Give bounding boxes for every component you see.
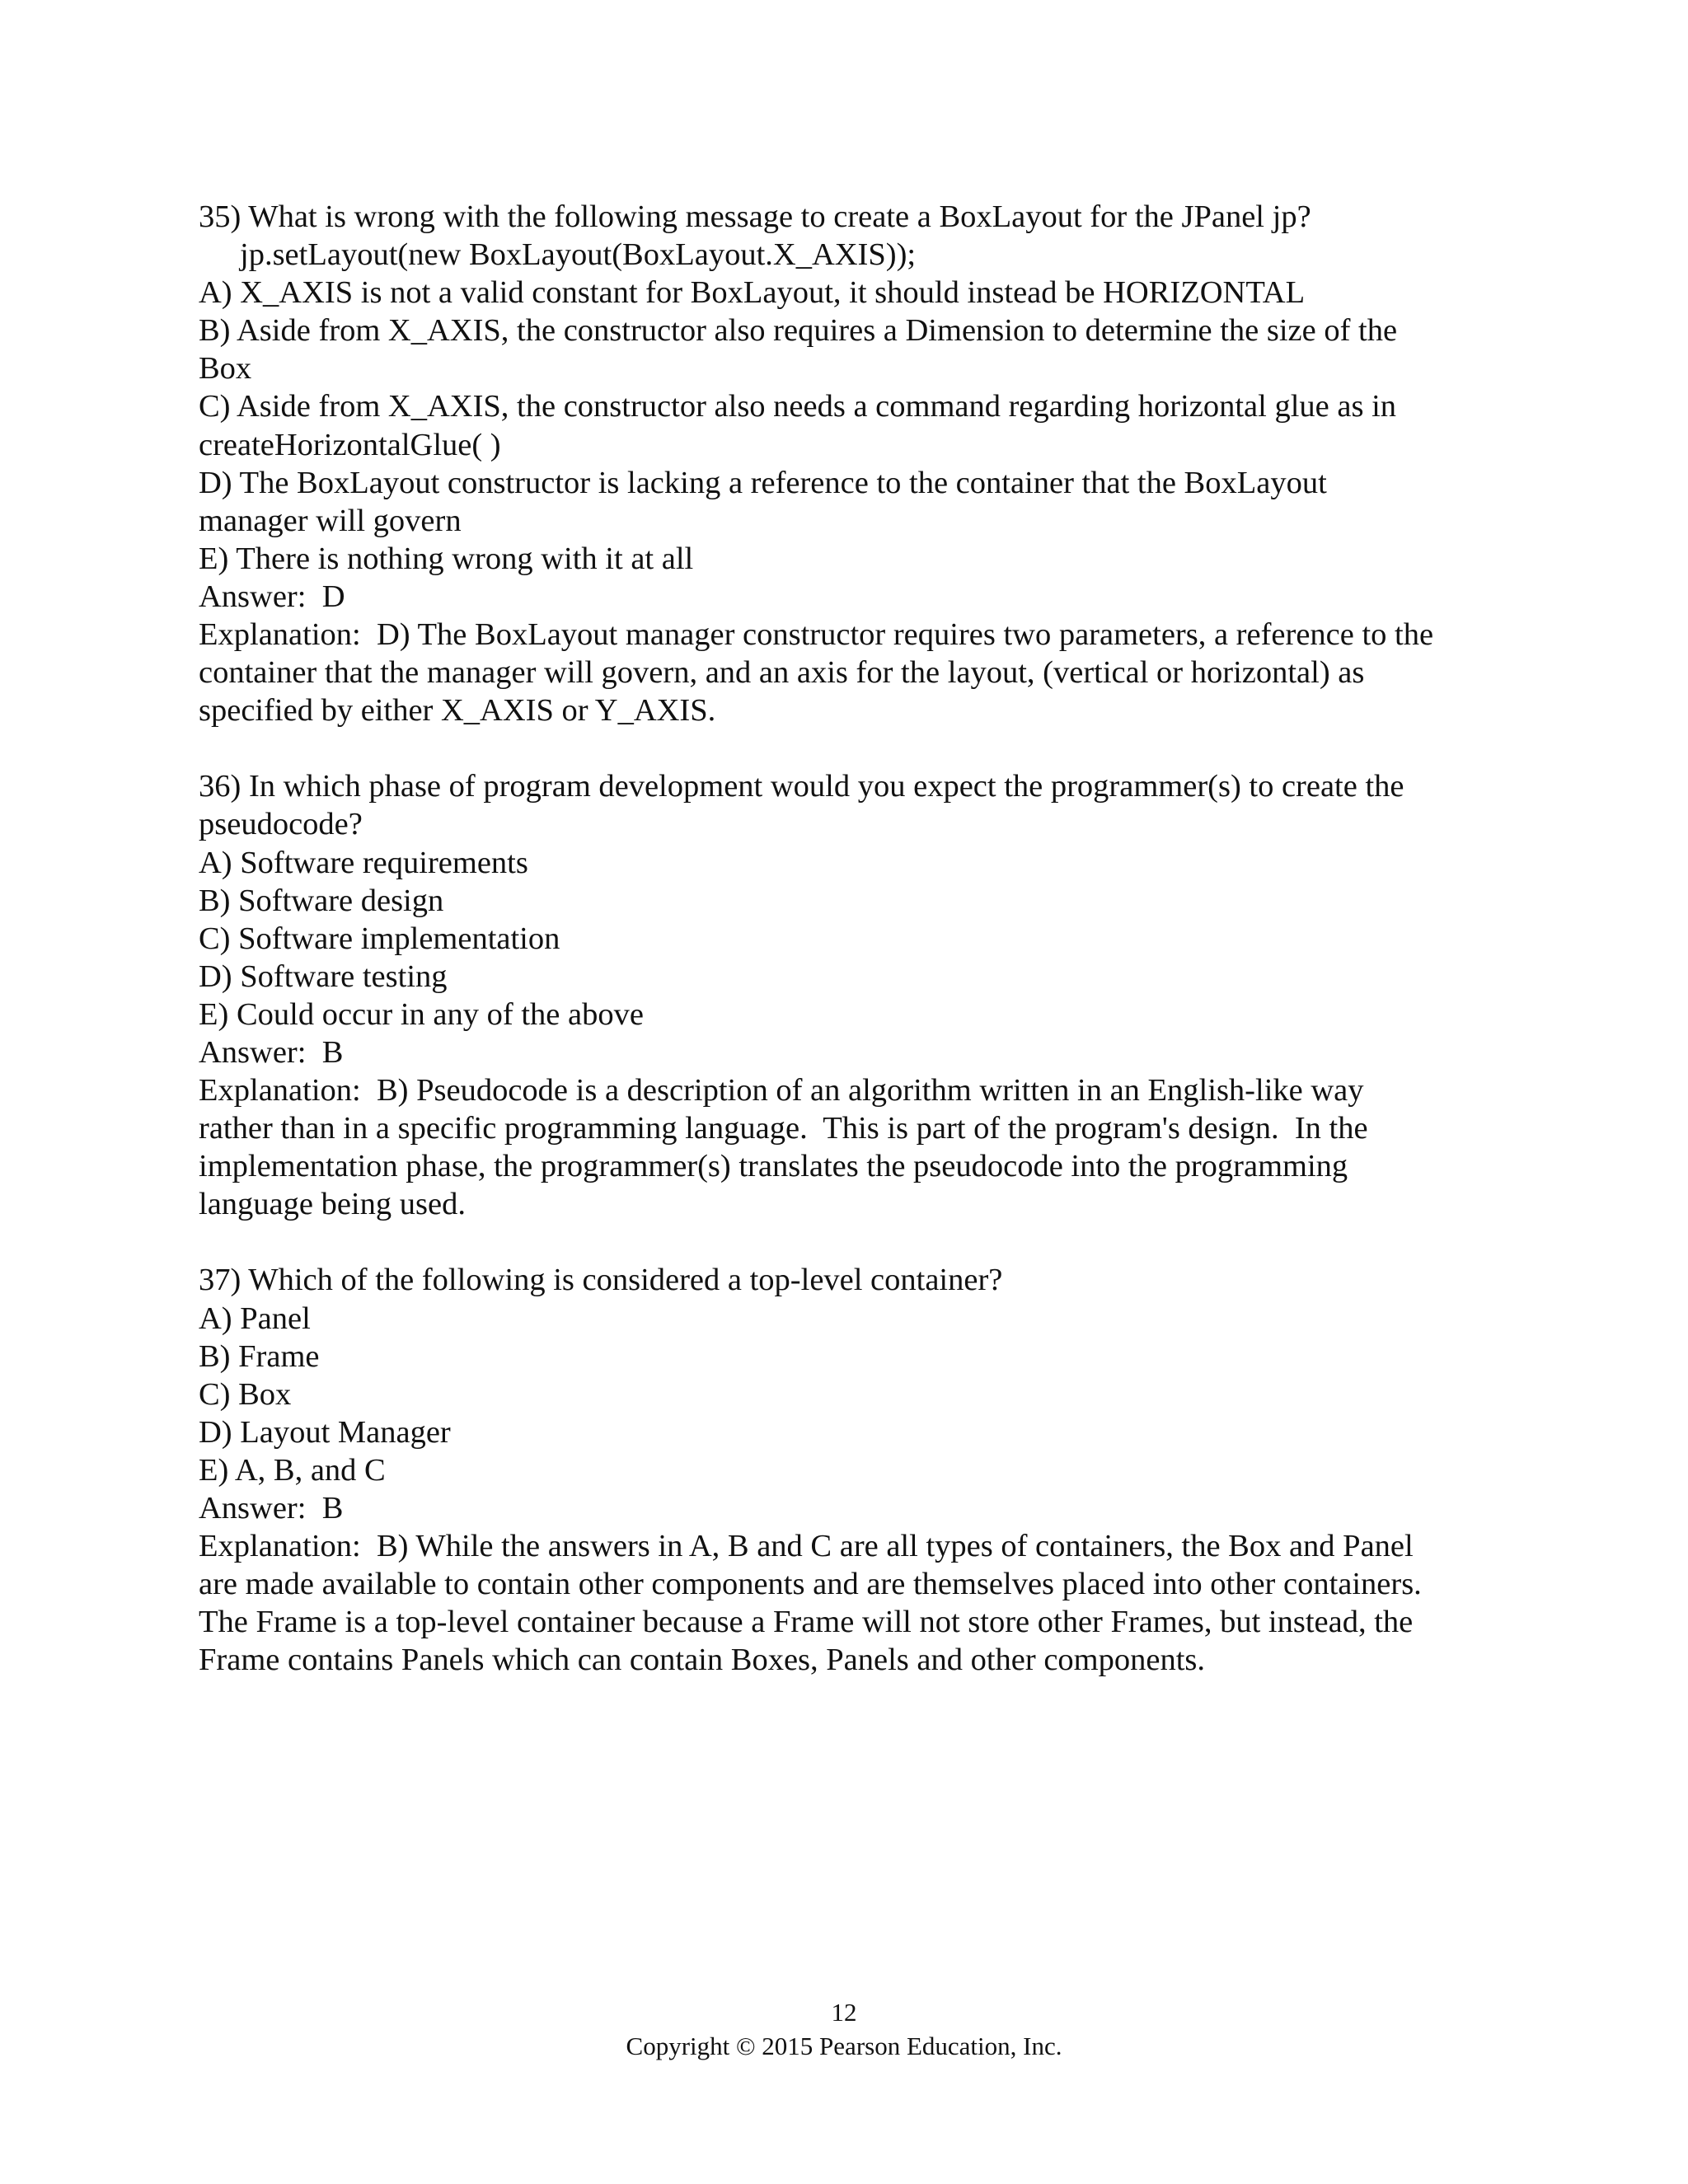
option-c-continued: createHorizontalGlue( ) — [199, 427, 501, 462]
question-stem-line: pseudocode? — [199, 807, 363, 842]
option-c: C) Software implementation — [199, 921, 560, 956]
page-number: 12 — [831, 1998, 857, 2027]
question-36 — [199, 767, 1501, 1223]
question-35 — [199, 198, 1501, 729]
copyright-notice: Copyright © 2015 Pearson Education, Inc. — [626, 2032, 1062, 2060]
option-e: E) Could occur in any of the above — [199, 996, 644, 1032]
question-list — [199, 198, 1501, 1679]
explanation-line: Frame contains Panels which can contain Boxes, Panels and other components. — [199, 1643, 1206, 1678]
explanation-line: container that the manager will govern, and an axis for the layout, (vertical or horizontal) as — [199, 655, 1365, 691]
answer-line: Answer: B — [199, 1491, 344, 1526]
option-e: E) There is nothing wrong with it at all — [199, 541, 694, 576]
explanation-line: rather than in a specific programming language. This is part of the program's design. In the — [199, 1111, 1368, 1146]
option-a: A) Panel — [199, 1301, 311, 1336]
option-d: D) Layout Manager — [199, 1414, 451, 1450]
question-37 — [199, 1261, 1501, 1679]
option-c: C) Box — [199, 1376, 292, 1412]
answer-line: Answer: B — [199, 1034, 344, 1070]
option-b: B) Aside from X_AXIS, the constructor also requires a Dimension to determine the size of the — [199, 313, 1398, 349]
question-stem-line: 35) What is wrong with the following message to create a BoxLayout for the JPanel jp? — [199, 199, 1311, 234]
explanation-line: implementation phase, the programmer(s) translates the pseudocode into the programming — [199, 1149, 1348, 1184]
explanation-line: language being used. — [199, 1187, 466, 1222]
question-stem-line: 36) In which phase of program development would you expect the programmer(s) to create the — [199, 769, 1404, 804]
option-c: C) Aside from X_AXIS, the constructor also needs a command regarding horizontal glue as in — [199, 389, 1397, 424]
option-d: D) The BoxLayout constructor is lacking a reference to the container that the BoxLayout — [199, 465, 1327, 500]
option-d-continued: manager will govern — [199, 503, 462, 538]
answer-line: Answer: D — [199, 579, 345, 614]
explanation-line: are made available to contain other components and are themselves placed into other containers. — [199, 1567, 1422, 1602]
code-snippet: jp.setLayout(new BoxLayout(BoxLayout.X_AXIS)); — [240, 237, 917, 273]
explanation-line: Explanation: B) Pseudocode is a description of an algorithm written in an English-like way — [199, 1073, 1364, 1108]
option-d: D) Software testing — [199, 958, 448, 994]
explanation-line: Explanation: B) While the answers in A, B and C are all types of containers, the Box and Panel — [199, 1529, 1414, 1564]
option-a: A) Software requirements — [199, 845, 528, 880]
explanation-line: specified by either X_AXIS or Y_AXIS. — [199, 693, 716, 729]
explanation-line: The Frame is a top-level container because a Frame will not store other Frames, but instead, the — [199, 1605, 1414, 1640]
option-b: B) Software design — [199, 883, 444, 918]
option-e: E) A, B, and C — [199, 1452, 386, 1488]
explanation-line: Explanation: D) The BoxLayout manager constructor requires two parameters, a reference to the — [199, 617, 1434, 653]
option-a: A) X_AXIS is not a valid constant for BoxLayout, it should instead be HORIZONTAL — [199, 275, 1306, 311]
option-b: B) Frame — [199, 1338, 320, 1374]
option-b-continued: Box — [199, 351, 252, 387]
question-stem-line: 37) Which of the following is considered a top-level container? — [199, 1263, 1003, 1298]
